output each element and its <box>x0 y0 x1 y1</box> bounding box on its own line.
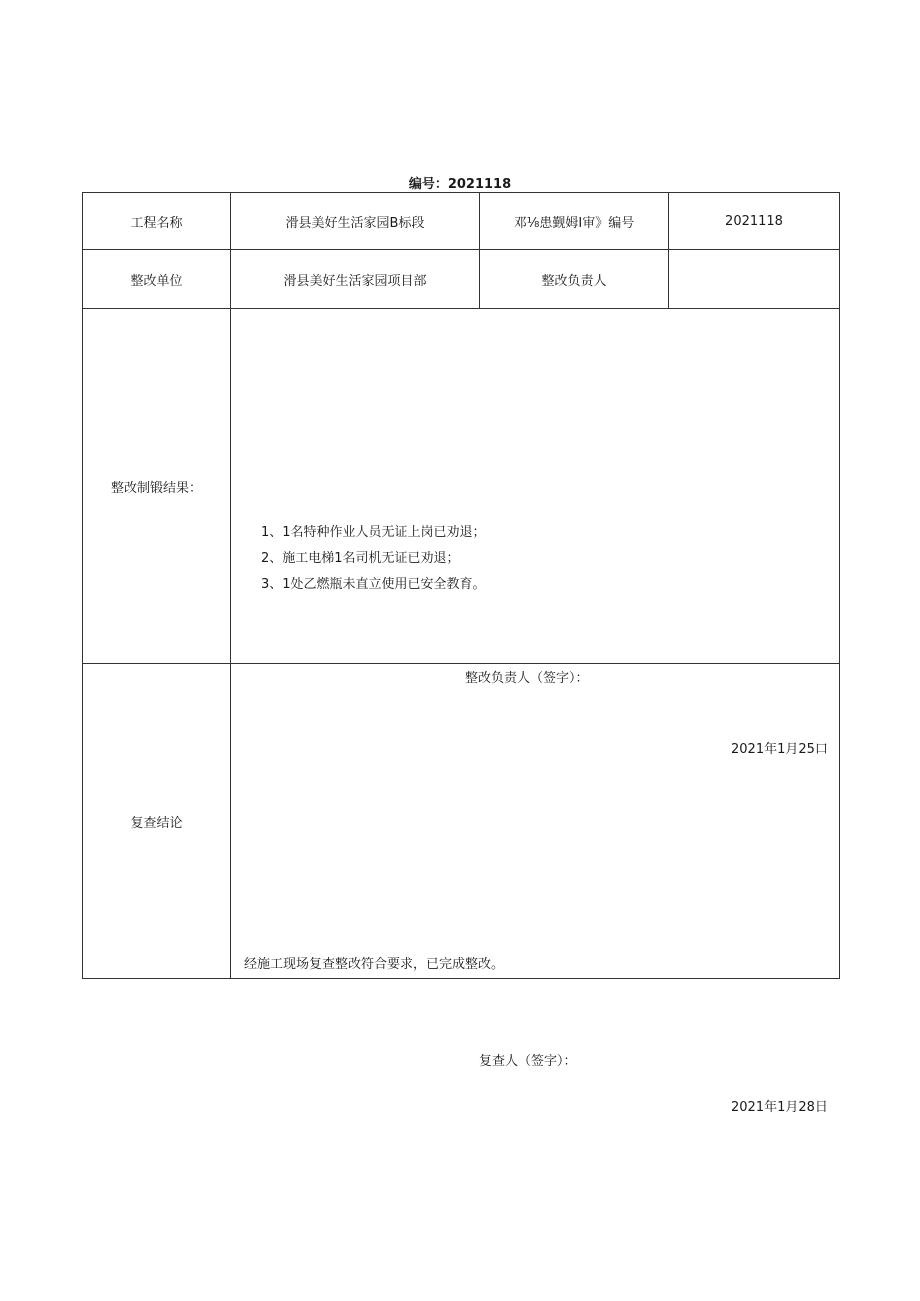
rectify-person-value <box>669 250 840 309</box>
notice-number-label: 邓⅛患觐姆I审》编号 <box>480 193 669 250</box>
rectify-items-list <box>261 520 486 598</box>
rectify-unit-row <box>83 250 840 309</box>
rectify-signature-label: 整改负责人（签字）： <box>465 671 589 686</box>
rectify-item-3: 3、1处乙燃瓶未直立使用已安全教育。 <box>261 577 486 592</box>
review-conclusion: 经施工现场复查整改符合要求，已完成整改。 <box>244 957 505 972</box>
review-date: 2021年1月28日 <box>731 1100 828 1115</box>
document-number: 编号：2021118 <box>408 177 512 192</box>
project-name-label: 工程名称 <box>83 193 231 250</box>
review-label: 复查结论 <box>83 664 231 979</box>
rectify-item-2: 2、施工电梯1名司机无证已劝退； <box>261 551 460 566</box>
review-content <box>231 664 840 1115</box>
rectify-person-label: 整改负责人 <box>480 250 669 309</box>
rectify-result-row <box>83 309 840 664</box>
rectification-form-table <box>82 192 840 1115</box>
review-row <box>83 664 840 979</box>
rectify-result-content <box>231 309 840 757</box>
rectify-unit-value: 滑县美好生活家园项目部 <box>231 250 480 309</box>
review-signature-label: 复查人（签字）： <box>479 1054 577 1069</box>
rectify-result-label: 整改制锻结果： <box>83 309 231 664</box>
project-info-row <box>83 193 840 250</box>
rectify-unit-label: 整改单位 <box>83 250 231 309</box>
rectify-date: 2021年1月25口 <box>731 742 828 757</box>
notice-number-value: 2021118 <box>669 193 840 250</box>
project-name-value: 滑县美好生活家园B标段 <box>231 193 480 250</box>
rectify-item-1: 1、1名特种作业人员无证上岗已劝退； <box>261 525 486 540</box>
